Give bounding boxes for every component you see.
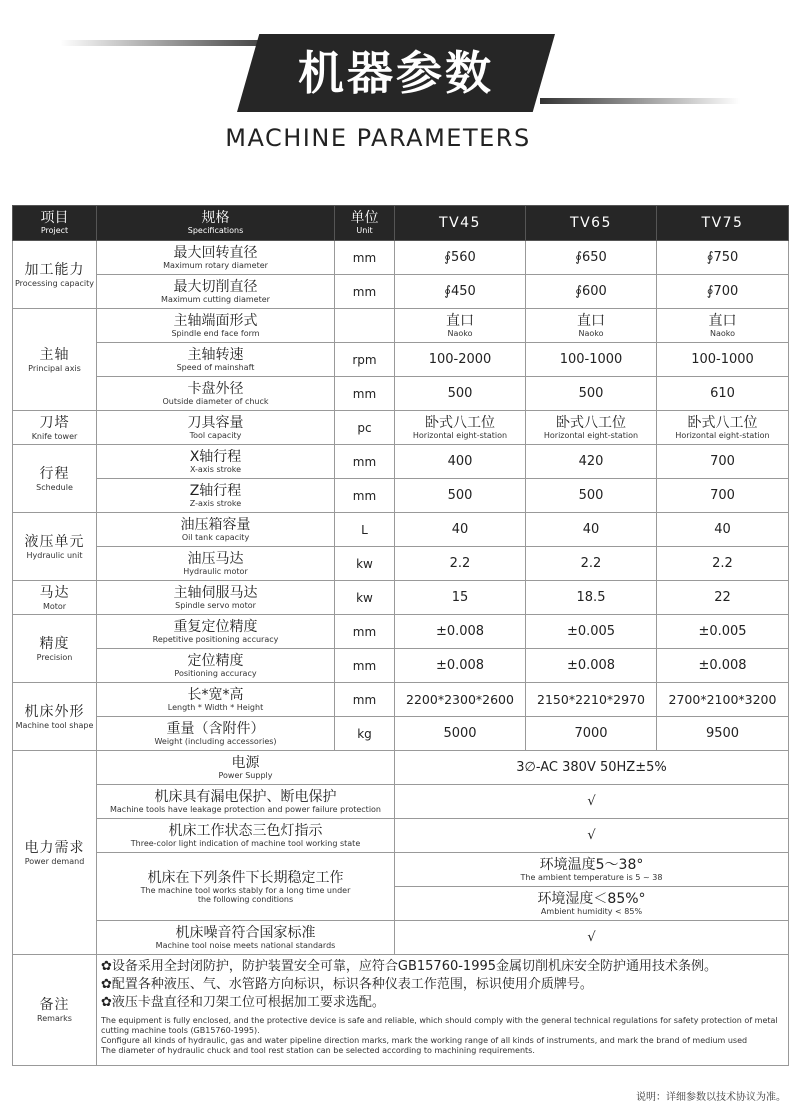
spec-cell: 卡盘外径 Outside diameter of chuck xyxy=(97,377,335,411)
value-cell: 2.2 xyxy=(526,547,657,581)
spec-cell: X轴行程 X-axis stroke xyxy=(97,445,335,479)
unit-cell: mm xyxy=(335,479,395,513)
header-model-tv65: TV65 xyxy=(526,206,657,241)
value-cell: 22 xyxy=(657,581,789,615)
ambient-humidity-cell: 环境湿度＜85%° Ambient humidity < 85% xyxy=(395,887,789,921)
spec-cell: 最大切削直径 Maximum cutting diameter xyxy=(97,275,335,309)
value-cell: 500 xyxy=(526,479,657,513)
header xyxy=(0,0,800,200)
leakage-protection-cell: 机床具有漏电保护、断电保护 Machine tools have leakage protection and power failure protection xyxy=(97,785,395,819)
check-mark: √ xyxy=(395,819,789,853)
value-cell: 7000 xyxy=(526,717,657,751)
value-cell: 500 xyxy=(526,377,657,411)
value-cell: 700 xyxy=(657,479,789,513)
table-header-row xyxy=(13,206,789,241)
group-knife: 刀塔 Knife tower xyxy=(13,411,97,445)
value-cell: ±0.008 xyxy=(657,649,789,683)
unit-cell: mm xyxy=(335,615,395,649)
group-shape: 机床外形 Machine tool shape xyxy=(13,683,97,751)
spec-cell: 长*宽*高 Length * Width * Height xyxy=(97,683,335,717)
value-cell: 直口 Naoko xyxy=(657,309,789,343)
spec-cell: 主轴伺服马达 Spindle servo motor xyxy=(97,581,335,615)
group-schedule: 行程 Schedule xyxy=(13,445,97,513)
table-row xyxy=(13,241,789,275)
three-color-light-cell: 机床工作状态三色灯指示 Three-color light indication of machine tool working state xyxy=(97,819,395,853)
value-cell: 700 xyxy=(657,445,789,479)
table-row xyxy=(13,547,789,581)
value-cell: 9500 xyxy=(657,717,789,751)
value-cell: ±0.008 xyxy=(395,615,526,649)
table-row xyxy=(13,683,789,717)
table-row xyxy=(13,309,789,343)
noise-standard-cell: 机床噪音符合国家标准 Machine tool noise meets national standards xyxy=(97,921,395,955)
value-cell: 40 xyxy=(526,513,657,547)
header-model-tv45: TV45 xyxy=(395,206,526,241)
group-power: 电力需求 Power demand xyxy=(13,751,97,955)
value-cell: 18.5 xyxy=(526,581,657,615)
value-cell: 40 xyxy=(657,513,789,547)
value-cell: ∮700 xyxy=(657,275,789,309)
table-row xyxy=(13,275,789,309)
table-row xyxy=(13,445,789,479)
remarks-content xyxy=(97,955,789,1066)
value-cell: ±0.008 xyxy=(395,649,526,683)
value-cell: ∮450 xyxy=(395,275,526,309)
unit-cell: kw xyxy=(335,547,395,581)
table-row xyxy=(13,921,789,955)
value-cell: 2150*2210*2970 xyxy=(526,683,657,717)
decor-bar-right xyxy=(540,98,740,104)
value-cell: 5000 xyxy=(395,717,526,751)
value-cell: 2200*2300*2600 xyxy=(395,683,526,717)
value-cell: 40 xyxy=(395,513,526,547)
table-row xyxy=(13,751,789,785)
table-row xyxy=(13,717,789,751)
value-cell: 卧式八工位 Horizontal eight-station xyxy=(526,411,657,445)
value-cell: 2.2 xyxy=(657,547,789,581)
unit-cell: mm xyxy=(335,445,395,479)
remarks-en: The equipment is fully enclosed, and the protective device is safe and reliable, which should comply with the general technical regulations for safety protection of metal cutting machine tools (GB15760-1995). Configure all kinds of hydraulic, gas and water pipeline direction marks, mark the working range of all kinds of instruments, and mark the brand of medium used The diameter of hydraulic chuck and tool rest station can be selected according to machining requirements. xyxy=(101,1016,778,1055)
spec-cell: Z轴行程 Z-axis stroke xyxy=(97,479,335,513)
spec-cell: 主轴转速 Speed of mainshaft xyxy=(97,343,335,377)
value-cell: 100-1000 xyxy=(657,343,789,377)
unit-cell: mm xyxy=(335,241,395,275)
stable-working-cell: 机床在下列条件下长期稳定工作 The machine tool works stably for a long time under the following conditions xyxy=(97,853,395,921)
value-cell: 500 xyxy=(395,377,526,411)
spec-cell: 定位精度 Positioning accuracy xyxy=(97,649,335,683)
header-spec: 规格 Specifications xyxy=(97,206,335,241)
value-cell: ∮650 xyxy=(526,241,657,275)
check-mark: √ xyxy=(395,921,789,955)
value-cell: 直口 Naoko xyxy=(395,309,526,343)
value-cell: ±0.005 xyxy=(526,615,657,649)
group-precision: 精度 Precision xyxy=(13,615,97,683)
remarks-cn: ✿设备采用全封闭防护，防护装置安全可靠，应符合GB15760-1995金属切削机床安全防护通用技术条例。 ✿配置各种液压、气、水管路方向标识，标识各种仪表工作范围，标识使用介质牌号。 ✿液压卡盘直径和刀架工位可根据加工要求选配。 xyxy=(101,959,718,1010)
value-cell: 直口 Naoko xyxy=(526,309,657,343)
table-row xyxy=(13,649,789,683)
unit-cell: rpm xyxy=(335,343,395,377)
unit-cell xyxy=(335,309,395,343)
value-cell: 100-1000 xyxy=(526,343,657,377)
spec-cell: 重复定位精度 Repetitive positioning accuracy xyxy=(97,615,335,649)
value-cell: ±0.008 xyxy=(526,649,657,683)
header-project: 项目 Project xyxy=(13,206,97,241)
table-row xyxy=(13,853,789,887)
unit-cell: mm xyxy=(335,377,395,411)
footnote: 说明：详细参数以技术协议为准。 xyxy=(636,1092,786,1103)
value-cell: 卧式八工位 Horizontal eight-station xyxy=(395,411,526,445)
value-cell: 2.2 xyxy=(395,547,526,581)
ambient-temperature-cell: 环境温度5～38° The ambient temperature is 5 ~ 38 xyxy=(395,853,789,887)
table-row xyxy=(13,343,789,377)
spec-cell: 重量（含附件） Weight (including accessories) xyxy=(97,717,335,751)
value-cell: ∮750 xyxy=(657,241,789,275)
group-remarks: 备注 Remarks xyxy=(13,955,97,1066)
group-motor: 马达 Motor xyxy=(13,581,97,615)
spec-cell: 油压马达 Hydraulic motor xyxy=(97,547,335,581)
unit-cell: pc xyxy=(335,411,395,445)
table-row xyxy=(13,819,789,853)
value-cell: 15 xyxy=(395,581,526,615)
table-row xyxy=(13,615,789,649)
unit-cell: L xyxy=(335,513,395,547)
unit-cell: kw xyxy=(335,581,395,615)
page-subtitle: MACHINE PARAMETERS xyxy=(225,124,531,152)
power-supply-cell: 电源 Power Supply xyxy=(97,751,395,785)
parameters-table xyxy=(12,205,789,1066)
group-processing: 加工能力 Processing capacity xyxy=(13,241,97,309)
value-cell: ∮560 xyxy=(395,241,526,275)
table-row xyxy=(13,581,789,615)
value-cell: 卧式八工位 Horizontal eight-station xyxy=(657,411,789,445)
group-hydraulic: 液压单元 Hydraulic unit xyxy=(13,513,97,581)
spec-cell: 油压箱容量 Oil tank capacity xyxy=(97,513,335,547)
table-row xyxy=(13,479,789,513)
unit-cell: mm xyxy=(335,683,395,717)
spec-cell: 主轴端面形式 Spindle end face form xyxy=(97,309,335,343)
check-mark: √ xyxy=(395,785,789,819)
spec-cell: 刀具容量 Tool capacity xyxy=(97,411,335,445)
table-row xyxy=(13,411,789,445)
unit-cell: kg xyxy=(335,717,395,751)
table-row xyxy=(13,785,789,819)
group-principal: 主轴 Principal axis xyxy=(13,309,97,411)
value-cell: 420 xyxy=(526,445,657,479)
spec-cell: 最大回转直径 Maximum rotary diameter xyxy=(97,241,335,275)
table-row xyxy=(13,955,789,1066)
value-cell: ±0.005 xyxy=(657,615,789,649)
unit-cell: mm xyxy=(335,649,395,683)
header-model-tv75: TV75 xyxy=(657,206,789,241)
header-unit: 单位 Unit xyxy=(335,206,395,241)
page-title: 机器参数 xyxy=(298,46,494,100)
value-cell: 500 xyxy=(395,479,526,513)
value-cell: ∮600 xyxy=(526,275,657,309)
table-row xyxy=(13,377,789,411)
value-cell: 100-2000 xyxy=(395,343,526,377)
value-cell: 2700*2100*3200 xyxy=(657,683,789,717)
power-supply-value: 3∅-AC 380V 50HZ±5% xyxy=(395,751,789,785)
value-cell: 400 xyxy=(395,445,526,479)
unit-cell: mm xyxy=(335,275,395,309)
table-row xyxy=(13,513,789,547)
value-cell: 610 xyxy=(657,377,789,411)
